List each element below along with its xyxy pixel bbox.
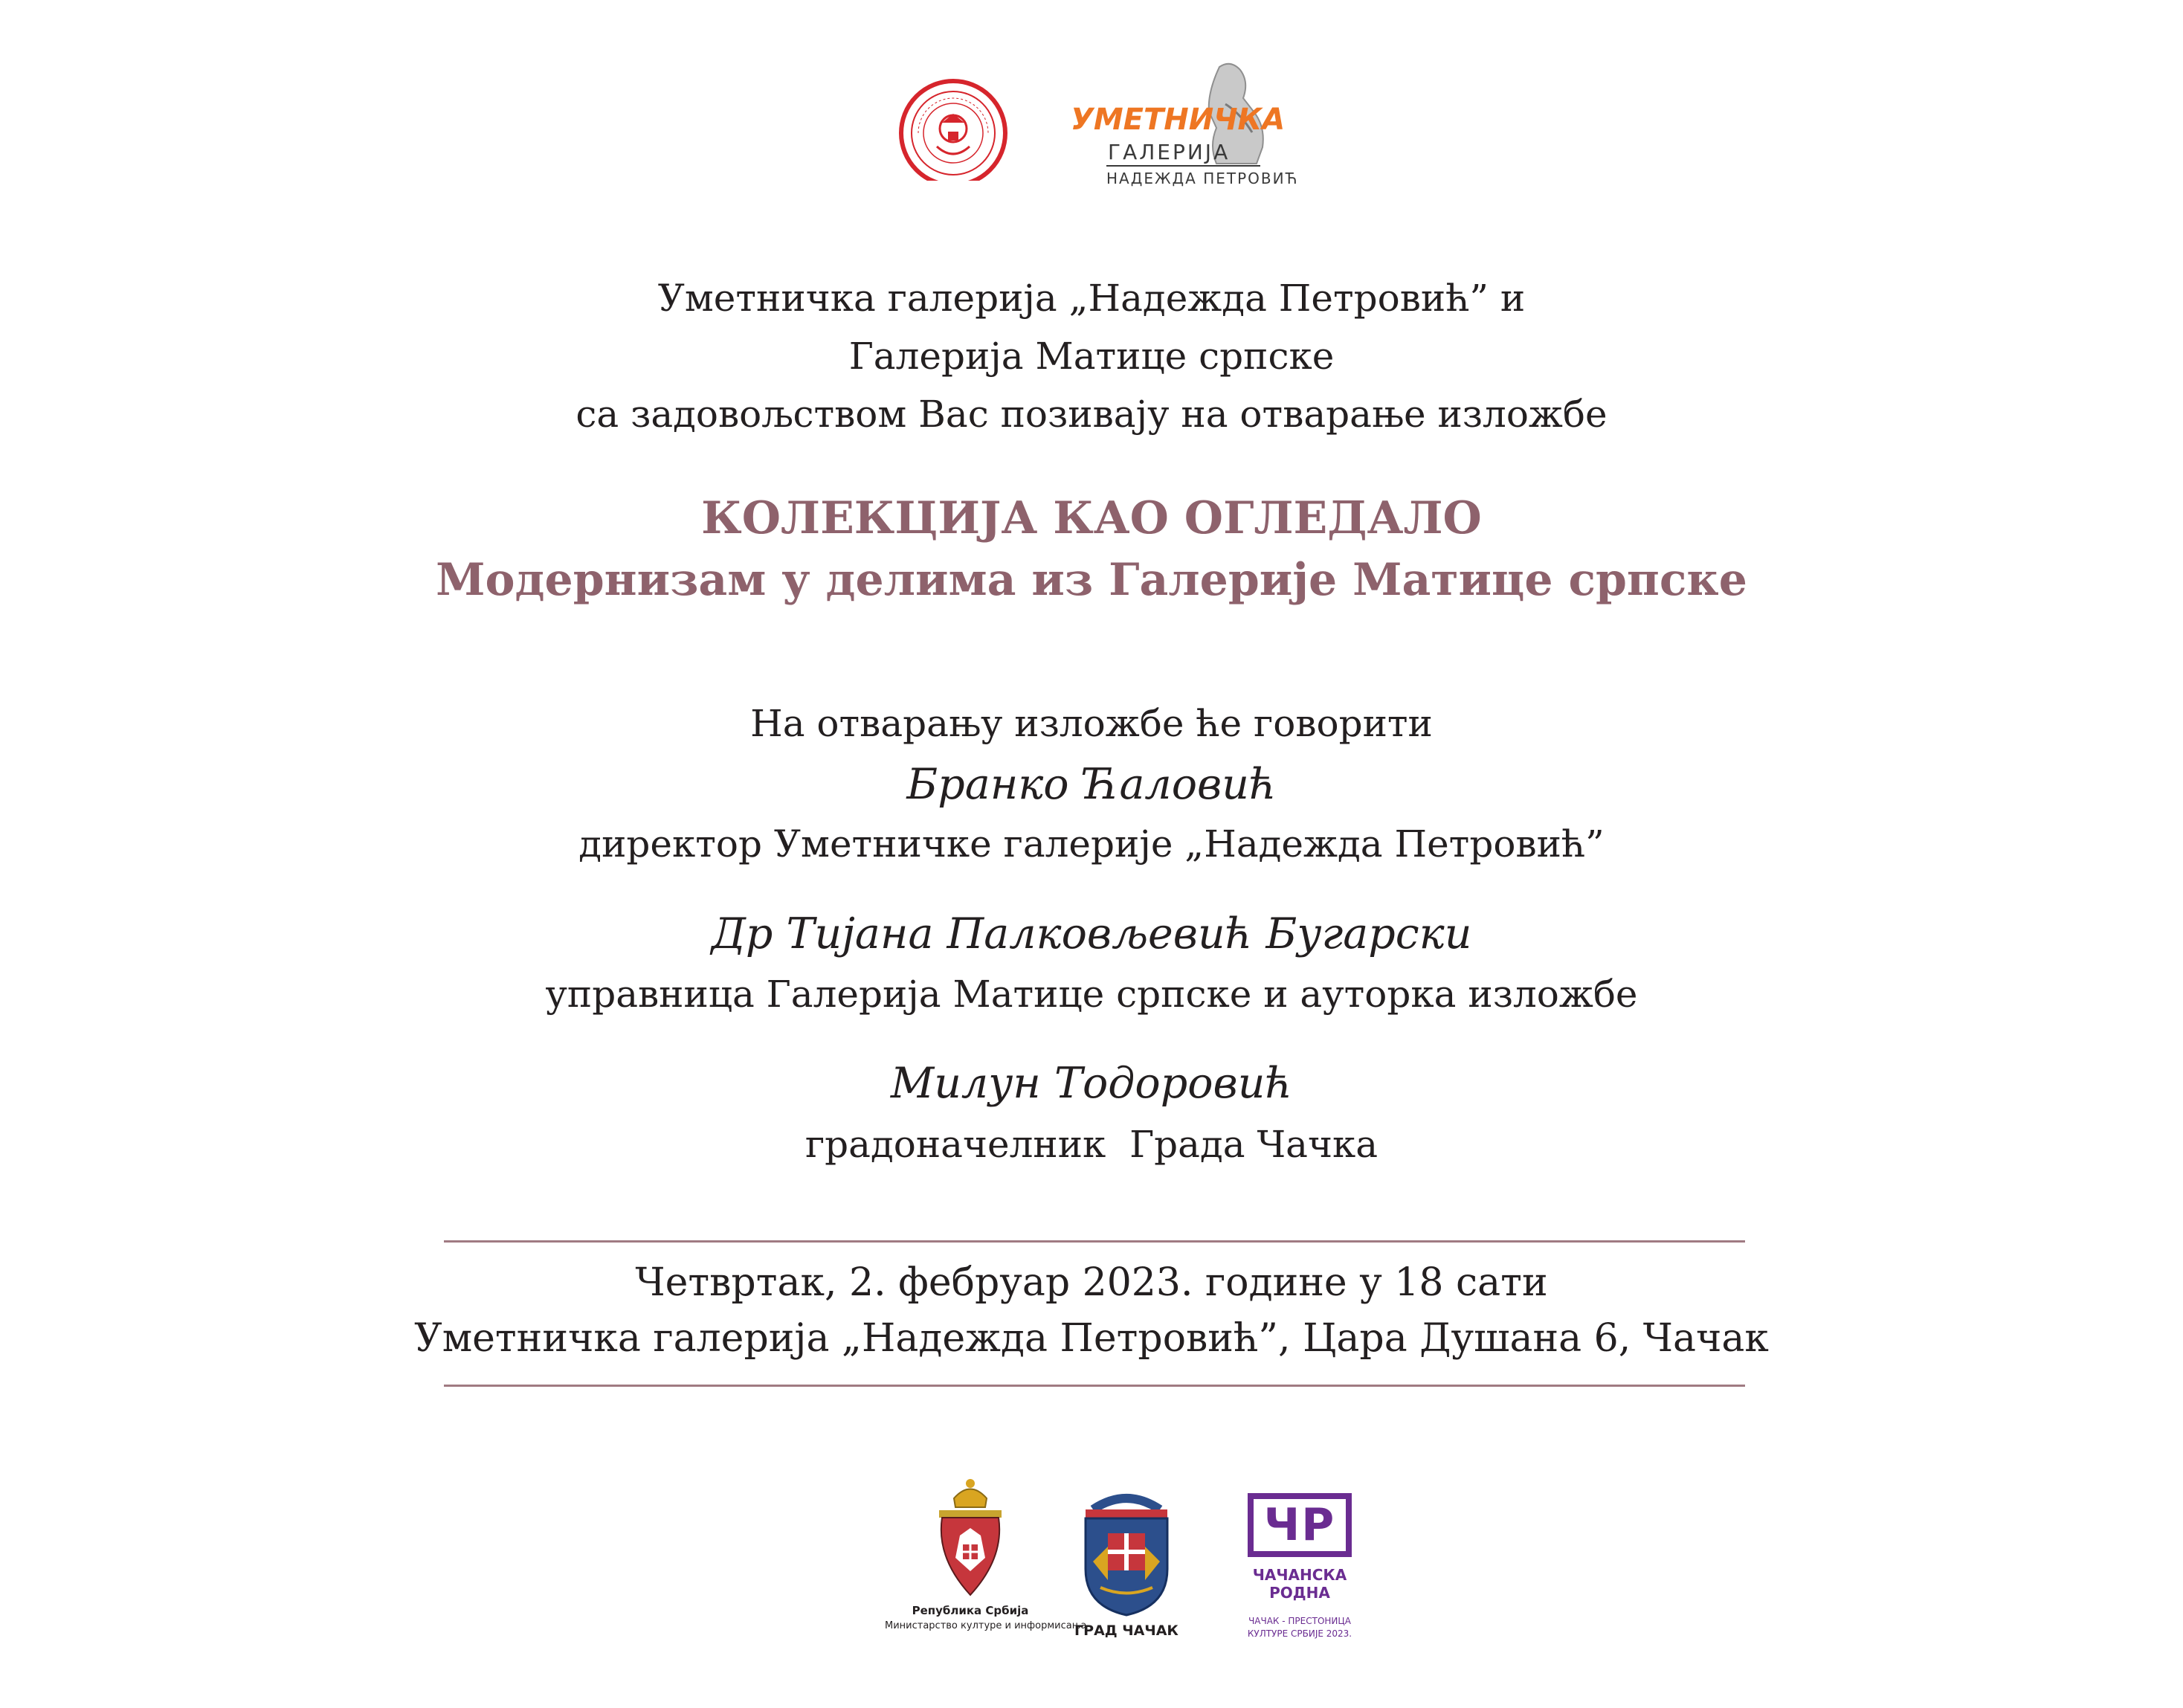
speaker-name-1: Бранко Ћаловић: [906, 760, 1277, 809]
intro-line-2: Галерија Матице српске: [848, 335, 1335, 378]
exhibition-subtitle: Модернизам у делима из Галерије Матице српске: [436, 554, 1747, 606]
event-venue: Уметничка галерија „Надежда Петровић”, Цара Душана 6, Чачак: [414, 1316, 1769, 1361]
serbia-label-line1: Република Србија: [912, 1604, 1029, 1617]
exhibition-title: КОЛЕКЦИЈА КАО ОГЛЕДАЛО: [701, 492, 1482, 544]
matica-srpska-seal-logo: [896, 78, 1011, 186]
cr-name-line1: ЧАЧАНСКА: [1252, 1566, 1347, 1584]
intro-line-1: Уметничка галерија „Надежда Петровић” и: [657, 277, 1526, 320]
speaker-role-2: управница Галерија Матице српске и ауторка изложбе: [545, 973, 1638, 1016]
gallery-logo-word-umetnicka: УМЕТНИЧКА: [1071, 103, 1286, 137]
gallery-logo-word-galerija: ГАЛЕРИЈА: [1108, 140, 1231, 164]
divider-bottom: [444, 1385, 1745, 1387]
grad-cacak-logo: [1071, 1487, 1182, 1643]
serbia-label-line2: Министарство културе и информисања: [885, 1620, 1087, 1631]
speaker-role-3: градоначелник Града Чачка: [804, 1123, 1379, 1166]
cacanska-rodna-logo: [1234, 1493, 1368, 1642]
grad-cacak-label: ГРАД ЧАЧАК: [1074, 1622, 1178, 1639]
event-datetime: Четвртак, 2. фебруар 2023. године у 18 сати: [635, 1260, 1548, 1305]
speaker-role-1: директор Уметничке галерије „Надежда Петровић”: [578, 822, 1605, 866]
cr-name-line2: РОДНА: [1269, 1584, 1330, 1602]
cr-mark: ЧР: [1263, 1499, 1336, 1551]
gallery-logo-word-name: НАДЕЖДА ПЕТРОВИЋ: [1106, 170, 1299, 187]
speaker-name-3: Милун Тодоровић: [890, 1059, 1293, 1108]
cr-tag-line2: КУЛТУРЕ СРБИЈЕ 2023.: [1247, 1628, 1352, 1639]
gallery-nadezda-petrovic-logo: [1071, 59, 1323, 190]
cr-tag-line1: ЧАЧАК - ПРЕСТОНИЦА: [1248, 1616, 1351, 1626]
intro-line-3: са задовољством Вас позивају на отварање изложбе: [575, 393, 1608, 436]
speaker-name-2: Др Тијана Палковљевић Бугарски: [711, 909, 1472, 958]
divider-top: [444, 1240, 1745, 1243]
serbia-coat-of-arms-logo: [885, 1476, 1087, 1647]
speakers-intro: На отварању изложбе ће говорити: [750, 702, 1433, 745]
